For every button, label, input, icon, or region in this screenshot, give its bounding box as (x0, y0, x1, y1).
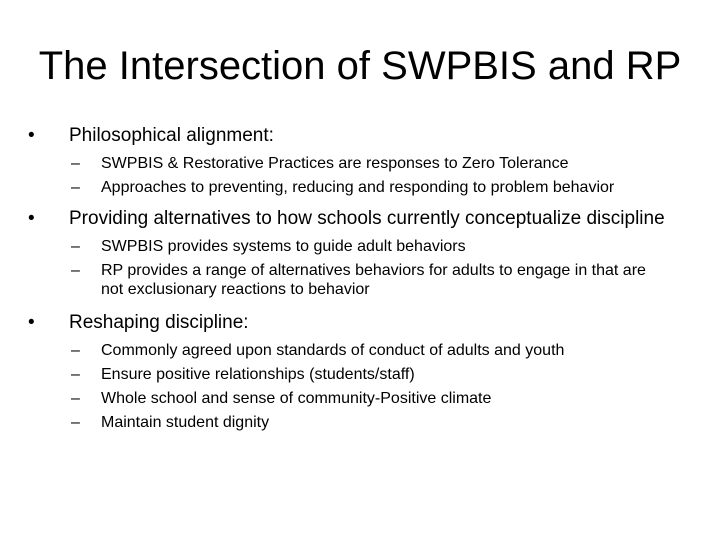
dash-marker: – (71, 262, 80, 279)
dash-marker: – (71, 155, 80, 172)
sub-bullet-text: RP provides a range of alternatives behaviors for adults to engage in that are not exclusionary reactions to behavior (101, 262, 646, 298)
sub-bullet-text: Ensure positive relationships (students/staff) (101, 366, 415, 383)
bullet-marker: • (28, 125, 35, 146)
sub-bullet-item (28, 341, 668, 360)
sub-bullet-item (28, 389, 668, 408)
sub-bullet-item (28, 413, 668, 432)
sub-bullet-list (28, 341, 668, 432)
bullet-text: Philosophical alignment: (69, 125, 274, 146)
dash-marker: – (71, 414, 80, 431)
bullet-item (28, 311, 668, 334)
sub-bullet-text: Maintain student dignity (101, 414, 270, 431)
dash-marker: – (71, 366, 80, 383)
sub-bullet-text: SWPBIS & Restorative Practices are responses to Zero Tolerance (101, 155, 569, 172)
dash-marker: – (71, 342, 80, 359)
sub-bullet-text: SWPBIS provides systems to guide adult behaviors (101, 238, 466, 255)
dash-marker: – (71, 179, 80, 196)
bullet-group-reshaping-discipline (28, 311, 668, 432)
sub-bullet-text: Approaches to preventing, reducing and responding to problem behavior (101, 179, 615, 196)
sub-bullet-list (28, 237, 668, 299)
bullet-list (28, 124, 668, 437)
bullet-item (28, 207, 668, 230)
sub-bullet-item (28, 365, 668, 384)
bullet-marker: • (28, 312, 35, 333)
sub-bullet-item (28, 154, 668, 173)
sub-bullet-item (28, 237, 668, 256)
bullet-item (28, 124, 668, 147)
sub-bullet-item (28, 178, 668, 197)
dash-marker: – (71, 390, 80, 407)
bullet-text: Providing alternatives to how schools currently conceptualize discipline (69, 208, 665, 229)
sub-bullet-list (28, 154, 668, 197)
dash-marker: – (71, 238, 80, 255)
slide-title: The Intersection of SWPBIS and RP (38, 44, 682, 88)
bullet-marker: • (28, 208, 35, 229)
sub-bullet-item (28, 261, 668, 299)
bullet-group-philosophical-alignment (28, 124, 668, 197)
sub-bullet-text: Commonly agreed upon standards of conduct of adults and youth (101, 342, 565, 359)
sub-bullet-text: Whole school and sense of community-Positive climate (101, 390, 492, 407)
bullet-group-providing-alternatives (28, 207, 668, 299)
bullet-text: Reshaping discipline: (69, 312, 249, 333)
